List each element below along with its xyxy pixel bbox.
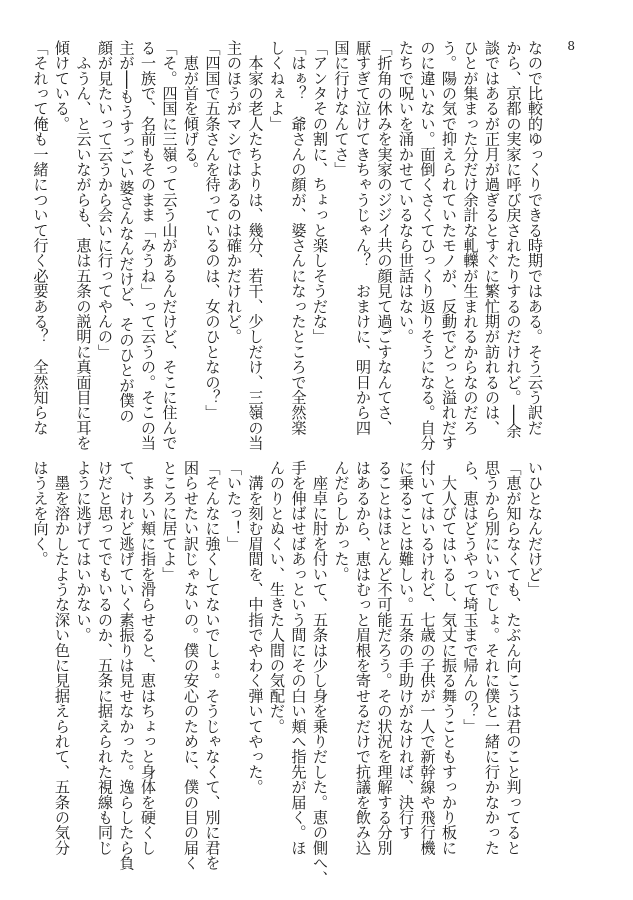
text-line: る一族で、名前もそのまま「みうね」って云うの。そこの当 [139, 40, 157, 451]
text-line: はあるから、恵はむっと眉根を寄せるだけで抗議を飲み込 [354, 460, 372, 856]
text-line: 「恵が知らなくても、たぶん向こうは君のこと判ってると [504, 460, 523, 856]
text-line: 溝を刻む眉間を、中指でやわく弾いてやった。 [246, 460, 265, 795]
text-line: て、けれど逃げていく素振りは見せなかった。逸らしたら負 [117, 460, 136, 871]
text-line: う。陽の気で抑えられていたモノが、反動でどっと溢れだす [440, 40, 458, 451]
text-line: 国に行けなんてさ」 [332, 40, 351, 177]
text-line: はうえを向く。 [31, 460, 50, 567]
text-line: けだと思ってでもいるのか、五条に据えられた視線も同じ [96, 460, 114, 856]
text-line: 本家の老人たちよりは、幾分、若干、少しだけ、三嶺の当 [246, 40, 265, 451]
text-line: なので比較的ゆっくりできる時期ではある。そう云う訳だ [526, 40, 544, 436]
text-line: ら、恵はどうやって埼玉まで帰んの？」 [461, 460, 480, 734]
text-line: 主のほうがマシではあるのは確かだけれど。 [225, 40, 243, 344]
text-line: ところに居てよ」 [160, 460, 179, 582]
text-line: 「それって俺も一緒について行く必要ある？ 全然知らな [31, 40, 50, 436]
text-line: 傾けている。 [53, 40, 71, 132]
text-line: 大人びてはいるし、気丈に振る舞うこともすっかり板に [440, 460, 458, 856]
text-line: たちで呪いを涌かせているなら世話はない。 [397, 40, 415, 344]
text-line: 墨を溶かしたような深い色に見据えられて、五条の気分 [53, 460, 71, 856]
text-line: 「いたっ！」 [225, 460, 243, 552]
text-line: 談ではあるが正月が過ぎるとすぐに繁忙期が訪れるのは、 [483, 40, 501, 436]
text-line: ように逃げてはいかない。 [74, 460, 93, 643]
text-line: 「折角の休みを実家のジジイ共の顔見て過ごすなんてさ、 [375, 40, 394, 436]
text-line: いひとなんだけど」 [526, 460, 544, 597]
text-line: 手を伸ばせばあっという間にその白い頬へ指先が届く。ほ [289, 460, 308, 856]
text-line: んのりとぬくい、生きた人間の気配だ。 [268, 460, 286, 734]
text-line: ることはほとんど不可能だろう。その状況を理解する分別 [375, 460, 394, 856]
text-line: 困らせたい訳じゃないの。僕の安心のために、僕の目の届く [182, 460, 200, 871]
text-line: のに違いない。面倒くさくてひっくり返りそうになる。自分 [418, 40, 437, 451]
text-line: んだらしかった。 [332, 460, 351, 582]
text-block-bottom [31, 460, 545, 886]
text-block-top [31, 40, 545, 451]
text-line: 「はぁ？ 爺さんの顔が、婆さんになったところで全然楽 [289, 40, 308, 436]
text-line: しくねぇよ」 [268, 40, 286, 132]
text-line: 座卓に肘を付いて、五条は少し身を乗りだした。恵の側へ、 [311, 460, 329, 886]
text-line: 恵が首を傾げる。 [182, 40, 200, 177]
text-line: 思うから別にいいでしょ。それに僕と一緒に行かなかった [483, 460, 501, 856]
text-line: 「アンタその割に、ちょっと楽しそうだな」 [311, 40, 329, 344]
text-line: 「四国で五条さんを待っているのは、女のひとなの？」 [203, 40, 222, 420]
page-number: 8 [567, 39, 575, 53]
text-line: 主が──もうすっごい婆さんなんだけど、そのひとが僕の [117, 40, 136, 424]
text-line: まろい頬に指を滑らせると、恵はちょっと身体を硬くし [139, 460, 157, 856]
text-line: から、京都の実家に呼び戻されたりするのだけれど。──余 [504, 40, 523, 439]
text-line: 顔が見たいって云うから会いに行ってやんの」 [96, 40, 114, 360]
text-line: 「そんなに強くしてないでしょ。そうじゃなくて、別に君を [203, 460, 222, 871]
text-line: 厭すぎて泣けてきちゃうじゃん？ おまけに、明日から四 [354, 40, 372, 436]
text-line: 付いてはいるけれど、七歳の子供が一人で新幹線や飛行機 [418, 460, 437, 856]
text-line: ひとが集まった分だけ余計な軋轢が生まれるからなのだろ [461, 40, 480, 436]
text-line: ふうん、と云いながらも、恵は五条の説明に真面目に耳を [74, 40, 93, 451]
text-line: に乗ることは難しい。五条の手助けがなければ、決行す [397, 460, 415, 840]
text-line: 「そ。四国に三嶺って云う山があるんだけど、そこに住んで [160, 40, 179, 451]
